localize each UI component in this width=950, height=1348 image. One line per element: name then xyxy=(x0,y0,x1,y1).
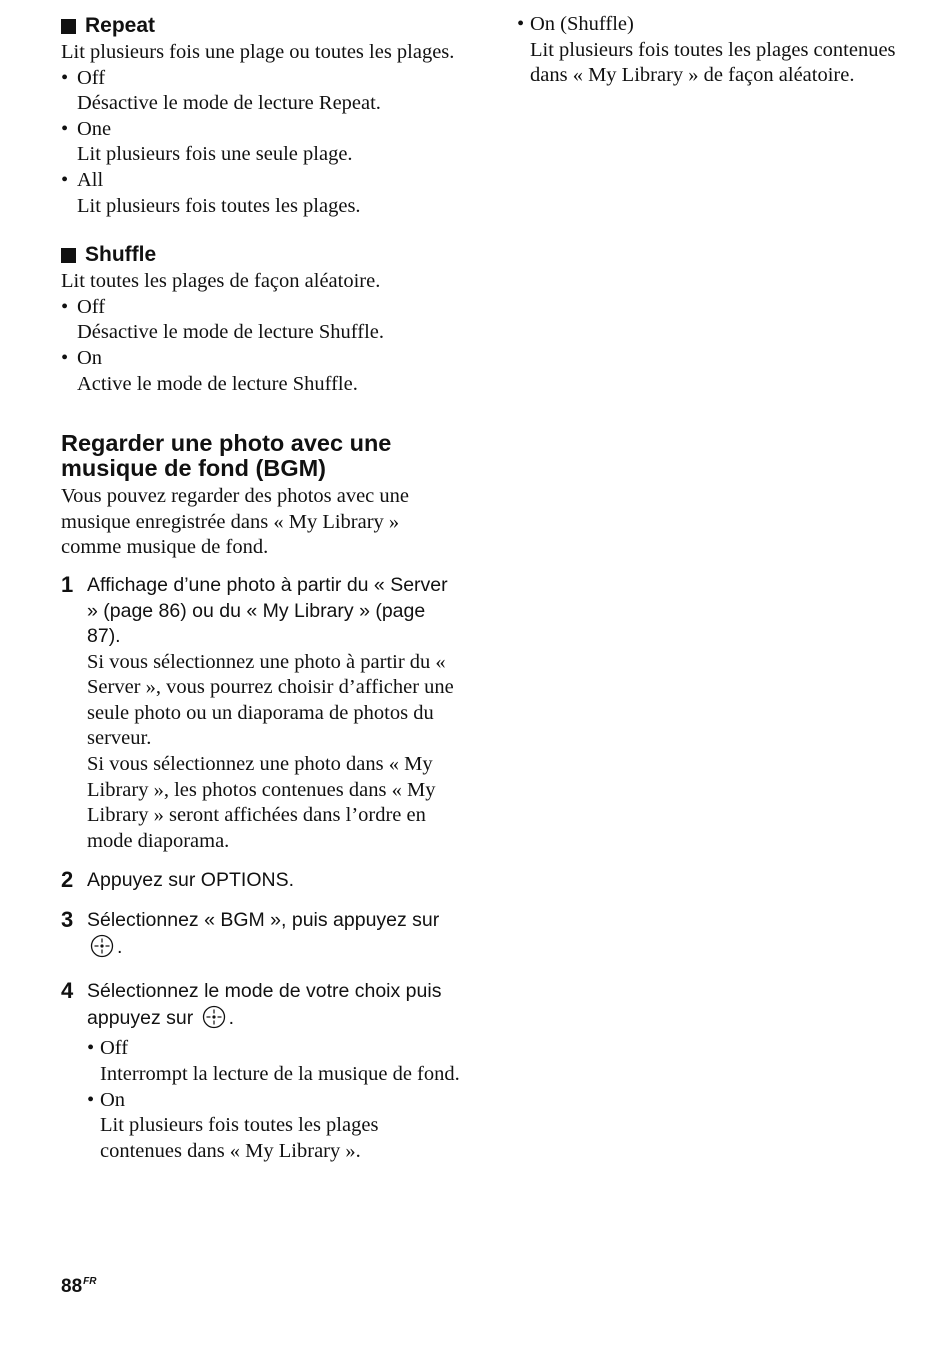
shuffle-option-off: • Off Désactive le mode de lecture Shuffle. xyxy=(61,295,384,344)
repeat-heading: Repeat xyxy=(61,12,461,40)
bgm-option-on: • On Lit plusieurs fois toutes les plages contenues dans « My Library ». xyxy=(87,1088,379,1162)
step-paragraph: Si vous sélectionnez une photo dans « My Library », les photos contenues dans « My Library » seront affichées dans l’ordre en mode diaporama. xyxy=(87,753,436,852)
shuffle-description: Lit toutes les plages de façon aléatoire. xyxy=(61,270,381,293)
step-paragraph: Si vous sélectionnez une photo à partir du « Server », vous pourrez choisir d’afficher une seule photo ou un diaporama de photos du serveur. xyxy=(87,650,454,750)
bgm-intro: Vous pouvez regarder des photos avec une musique enregistrée dans « My Library » comme musique de fond. xyxy=(61,485,410,559)
right-column xyxy=(517,12,897,89)
bullet-icon: • xyxy=(61,168,69,191)
page-number: $88^{FR}$ xyxy=(61,1276,97,1297)
repeat-description: Lit plusieurs fois une plage ou toutes les plages. xyxy=(61,41,455,63)
step-title: Appuyez sur OPTIONS. xyxy=(87,869,294,892)
step-number: 1 xyxy=(61,571,74,597)
bullet-icon: • xyxy=(61,117,69,140)
bullet-icon: • xyxy=(61,295,69,318)
bullet-icon: • xyxy=(87,1037,95,1060)
left-column xyxy=(61,12,461,1164)
language-code: FR xyxy=(83,1276,97,1287)
step-number: 3 xyxy=(61,907,74,933)
shuffle-heading: Shuffle xyxy=(61,241,461,269)
step-2 xyxy=(61,868,461,894)
bullet-icon: • xyxy=(61,346,69,369)
square-bullet-icon xyxy=(61,19,76,34)
bullet-icon: • xyxy=(61,66,69,89)
bullet-icon: • xyxy=(517,13,525,35)
bgm-option-on-shuffle: • On (Shuffle) Lit plusieurs fois toutes les plages contenues dans « My Library » de façon aléatoire. xyxy=(517,13,896,87)
step-title: Sélectionnez le mode de votre choix puis appuyez sur . xyxy=(87,979,461,1036)
shuffle-option-on: • On Active le mode de lecture Shuffle. xyxy=(61,346,358,395)
step-1 xyxy=(61,573,461,855)
step-3 xyxy=(61,908,461,965)
step-number: 4 xyxy=(61,978,74,1004)
square-bullet-icon xyxy=(61,248,76,263)
step-title: Affichage d’une photo à partir du « Server » (page 86) ou du « My Library » (page 87). xyxy=(87,573,448,648)
step-title: Sélectionnez « BGM », puis appuyez sur . xyxy=(87,908,461,965)
enter-button-icon xyxy=(202,1005,226,1037)
bgm-option-off: • Off Interrompt la lecture de la musique de fond. xyxy=(87,1037,460,1085)
repeat-option-all: • All Lit plusieurs fois toutes les plages. xyxy=(61,168,361,217)
enter-button-icon xyxy=(90,934,114,966)
step-4 xyxy=(61,979,461,1164)
step-number: 2 xyxy=(61,867,74,893)
bullet-icon: • xyxy=(87,1088,95,1111)
bgm-heading: Regarder une photo avec une musique de fond (BGM) xyxy=(61,430,392,482)
repeat-option-off: • Off Désactive le mode de lecture Repeat. xyxy=(61,66,381,115)
repeat-option-one: • One Lit plusieurs fois une seule plage. xyxy=(61,117,353,166)
